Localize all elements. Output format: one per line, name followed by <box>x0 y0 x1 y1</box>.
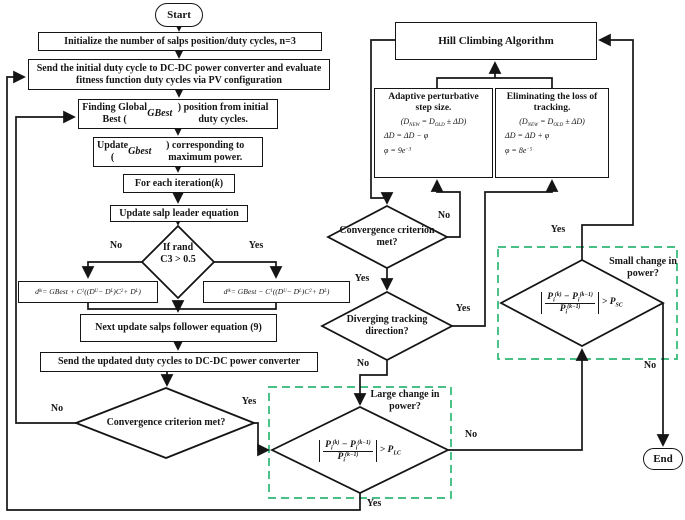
send-initial-box: Send the initial duty cycle to DC-DC power converter and evaluate fitness function duty cycles via PV configuration <box>28 59 330 90</box>
convergence1-decision-text: Convergence criterion met? <box>106 417 226 429</box>
small-change-denominator: $P_i^{(k-1)}$ <box>559 303 581 315</box>
adaptive-step-formula-3: $\varphi = 9e^{-3}$ <box>384 145 412 155</box>
large-change-numerator: $P_i^{(k)} - P_i^{(k-1)}$ <box>325 440 371 452</box>
update-gbest-box: Update ( Gbest ) corresponding to maximum power. <box>93 137 263 167</box>
follower-box: Next update salps follower equation (9) <box>80 314 277 342</box>
diverging-no-label: No <box>356 358 370 369</box>
small-yes-label: Yes <box>550 224 566 235</box>
edge-boxes-bus <box>437 78 552 88</box>
initialize-box: Initialize the number of salps position/duty cycles, n=3 <box>38 32 322 51</box>
convergence1-yes-label: Yes <box>241 396 257 407</box>
adaptive-step-formula-2: ΔD = ΔD − φ <box>384 131 429 141</box>
adaptive-step-box <box>374 88 493 178</box>
large-change-denominator: $P_i^{(k-1)}$ <box>337 451 359 463</box>
hill-climbing-box: Hill Climbing Algorithm <box>395 22 597 60</box>
send-updated-box: Send the updated duty cycles to DC-DC power converter <box>40 352 318 372</box>
convergence2-no-label: No <box>437 210 451 221</box>
edge-convergence1-yes-large <box>254 423 268 450</box>
large-change-formula <box>300 425 420 477</box>
convergence2-yes-label: Yes <box>354 273 370 284</box>
edge-convergence2-no-adaptive <box>437 181 460 237</box>
leader-equation-yes-box: d i k = GBest − C 1 ((D U − D L )C 2 + D L ) <box>203 281 350 303</box>
find-gbest-box: Finding Global Best ( GBest ) position from initial duty cycles. <box>78 99 278 129</box>
edge-convergence1-no-loop <box>16 117 76 423</box>
eliminating-loss-title: Eliminating the loss of tracking. <box>506 92 598 113</box>
eliminating-loss-box <box>495 88 609 178</box>
small-change-title: Small change in power? <box>609 256 677 279</box>
leader-equation-no-box: d i k = GBest + C 1 ((D U − D L )C 2 + D L ) <box>18 281 158 303</box>
large-yes-label: Yes <box>366 498 382 509</box>
convergence2-decision-text: Convergence criterion met? <box>339 225 435 248</box>
rand-yes-label: Yes <box>248 240 264 251</box>
large-no-label: No <box>464 429 478 440</box>
update-leader-box: Update salp leader equation <box>110 205 248 222</box>
small-change-numerator: $P_i^{(k)} - P_i^{(k-1)}$ <box>547 292 593 304</box>
convergence1-no-label: No <box>50 403 64 414</box>
diverging-decision-text: Diverging tracking direction? <box>346 314 428 337</box>
large-change-threshold: > $P_{LC}$ <box>379 445 401 457</box>
large-change-title: Large change in power? <box>370 389 440 412</box>
diverging-yes-label: Yes <box>455 303 471 314</box>
adaptive-step-formula-1: $(D_{NEW} = D_{OLD} \pm \Delta D)$ <box>400 116 467 128</box>
rand-no-label: No <box>109 240 123 251</box>
small-change-threshold: > $P_{SC}$ <box>601 297 623 309</box>
eliminating-loss-formula-3: $\varphi = 8e^{-5}$ <box>505 145 533 155</box>
start-terminal: Start <box>155 3 203 27</box>
edge-rand-yes <box>214 262 276 277</box>
edge-formula-bus <box>88 303 276 309</box>
edge-rand-no <box>88 262 142 277</box>
eliminating-loss-formula-1: $(D_{NEW} = D_{OLD} \pm \Delta D)$ <box>519 116 585 128</box>
small-no-label: No <box>643 360 657 371</box>
adaptive-step-title: Adaptive perturbative step size. <box>388 92 479 113</box>
eliminating-loss-formula-2: ΔD = ΔD + φ <box>505 131 550 141</box>
rand-decision-text: If rand C3 > 0.5 <box>160 242 196 265</box>
small-change-formula <box>522 277 642 329</box>
end-terminal: End <box>643 448 683 470</box>
iteration-box: For each iteration( k ) <box>123 174 235 193</box>
